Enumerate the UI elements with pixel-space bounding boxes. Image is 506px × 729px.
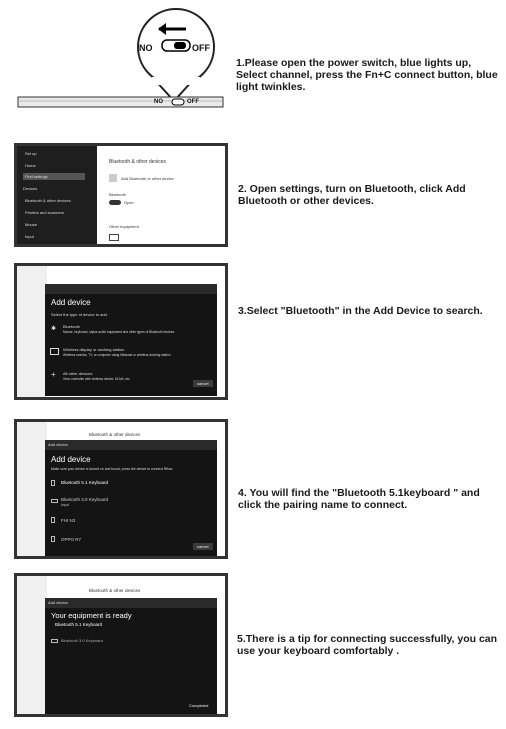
nav-mouse[interactable]: Mouse [25,222,38,227]
cancel-button[interactable]: cancel [193,380,213,387]
device-icon-1 [51,480,55,486]
monitor-icon [50,348,59,355]
option-other-title[interactable]: All other devices [63,371,93,376]
device-bt51[interactable]: Bluetooth 5.1 Keyboard [61,480,109,485]
step2-text: 2. Open settings, turn on Bluetooth, click Add Bluetooth or other devices. [238,183,466,207]
option-other-desc: Xbox controller with wireless device, DLNA, etc [63,377,130,381]
dialog-bar-label: Add device [48,442,68,447]
switch-off-label-small: OFF [187,99,199,105]
settings-title: Bluetooth & other devices [109,159,166,165]
switch-no-label-big: NO [139,43,153,53]
add-device-link[interactable]: Add Bluetooth or other device [121,176,174,181]
device-icon-4 [51,536,55,542]
dialog-titlebar [45,440,217,450]
dialog-title: Add device [51,455,91,464]
step4-heading: Bluetooth & other devices [89,432,141,437]
nav-home[interactable]: Home [25,163,36,168]
keyboard-device-icon [109,234,119,241]
plus-icon: + [51,370,56,379]
bluetooth-toggle[interactable] [109,200,121,205]
step5-text: 5.There is a tip for connecting successfully, you can use your keyboard comfortably . [237,633,498,657]
device-list-dialog [45,440,217,556]
option-display-title[interactable]: Wireless display or docking station [63,347,125,352]
step3-sidebar [17,266,47,397]
option-display-desc: Wireless monitor, TV, or computer using Miracast or wireless docking station [63,353,171,357]
dialog-bar-label: Add device [48,600,68,605]
dialog-title: Add device [51,298,91,307]
step3-text: 3.Select "Bluetooth" in the Add Device to search. [238,305,483,317]
step1-text: 1.Please open the power switch, blue lights up, Select channel, press the Fn+C connect button, blue light twinkles. [236,57,498,93]
option-bluetooth-desc: Mouse, keyboard, stylus audio equipment and other types of Bluetooth devices. [63,330,176,334]
keyboard-icon [51,499,58,503]
ready-device: Bluetooth 5.1 Keyboard [55,622,103,627]
cancel-button[interactable]: cancel [193,543,213,550]
device-bt30-sub: Input [61,503,69,507]
step2-screenshot [14,143,228,247]
step5-heading: Bluetooth & other devices [89,588,141,593]
find-settings-box[interactable] [23,173,85,180]
completed-button[interactable]: Completed [189,703,209,708]
device-oppo[interactable]: OPPO R7 [61,537,82,542]
add-device-plus-icon[interactable] [109,174,117,182]
add-device-dialog [45,284,217,396]
switch-no-label-small: NO [154,99,163,105]
nav-bluetooth[interactable]: Bluetooth & other devices [25,198,71,203]
bluetooth-state: Open [124,200,134,205]
settings-sidebar [17,146,97,244]
nav-setup[interactable]: Set up [25,151,37,156]
find-settings-label: Find settings [25,174,48,179]
keyboard-icon [51,639,58,643]
other-equipment-label: Other equipment [109,224,139,229]
ready-dialog [45,598,217,714]
step3-screenshot [14,263,228,400]
step5-screenshot [14,573,228,717]
device-icon-3 [51,517,55,523]
device-bt30[interactable]: Bluetooth 3.0 Keyboard [61,497,109,502]
step5-sidebar [17,576,47,714]
step4-text: 4. You will find the "Bluetooth 5.1keyboard " and click the pairing name to connect. [238,487,480,511]
nav-printers[interactable]: Printers and scanners [25,210,64,215]
step4-screenshot [14,419,228,559]
switch-off-label-big: OFF [192,43,210,53]
dialog-subtitle: Select the type of device to add [51,312,107,317]
dialog-titlebar [45,598,217,608]
step4-sidebar [17,422,47,556]
nav-input[interactable]: Input [25,234,34,239]
other-device: Bluetooth 3.0 Keyboard [61,638,103,643]
bluetooth-label: Bluetooth [109,192,126,197]
ready-title: Your equipment is ready [51,611,132,620]
dialog-titlebar [45,284,217,294]
step1-illustration [14,5,229,115]
bluetooth-icon: ✱ [51,326,57,332]
dialog-note: Make sure your device is turned on and found, press the device to connect Rflow [51,467,173,471]
device-fhi[interactable]: FHI N3 [61,518,76,523]
nav-devices: Devices [23,186,38,191]
option-bluetooth-title[interactable]: Bluetooth [63,324,80,329]
